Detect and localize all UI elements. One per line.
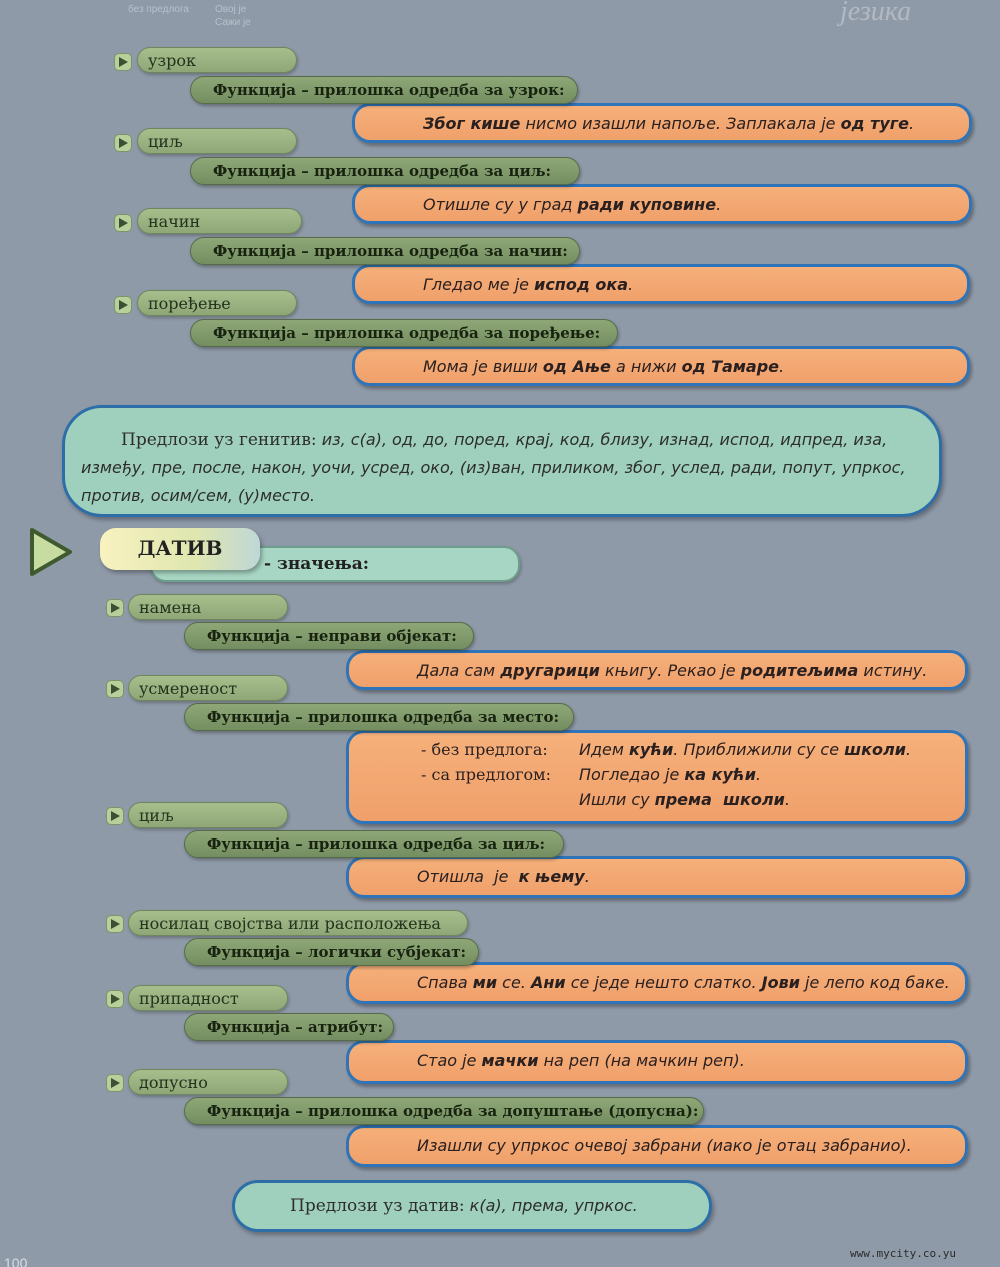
example-text-segment: књигу. Рекао је (599, 661, 741, 680)
example-pill (346, 856, 968, 898)
example-bold-segment: родитељима (740, 661, 859, 680)
bullet-arrow-icon (114, 53, 132, 71)
genitive-prepositions-label: Предлози уз генитив: (121, 430, 317, 450)
example-text (423, 106, 969, 140)
example-pill (346, 1125, 968, 1167)
example-text (417, 859, 965, 893)
example-pill (346, 962, 968, 1004)
usmerenost-line-label: - са предлогом: (421, 765, 551, 784)
usmerenost-text-segment: . (755, 765, 761, 784)
example-pill (346, 730, 968, 824)
example-text (423, 267, 967, 301)
example-text (423, 349, 967, 383)
usmerenost-line-text (579, 737, 911, 762)
example-text-segment: . (779, 357, 785, 376)
example-bold-segment: од туге (840, 114, 910, 133)
function-pill: Функција – прилошка одредба за поређење: (190, 319, 618, 347)
example-bold-segment: од Тамаре (681, 357, 780, 376)
example-pill (352, 264, 970, 304)
example-text (423, 187, 969, 221)
example-text-segment: Гледао ме је (423, 275, 535, 294)
dative-prepositions-box (232, 1180, 712, 1232)
example-bold-segment: ради куповине (577, 195, 717, 214)
example-bold-segment: ми (472, 973, 498, 992)
category-pill: циљ (128, 802, 288, 828)
bullet-arrow-icon (114, 296, 132, 314)
function-pill: Функција – логички субјекат: (184, 938, 479, 966)
footer-url: www.mycity.co.yu (850, 1247, 956, 1260)
usmerenost-line (421, 787, 965, 812)
usmerenost-text-segment: Погледао је (579, 765, 685, 784)
example-text-segment: Мома је виши (423, 357, 543, 376)
usmerenost-line-text (579, 762, 761, 787)
genitive-prepositions-box (62, 405, 942, 517)
example-text-segment: Спава (417, 973, 473, 992)
example-text-segment: . (628, 275, 634, 294)
bullet-arrow-icon (106, 807, 124, 825)
function-pill: Функција – неправи објекат: (184, 622, 474, 650)
usmerenost-text-segment: . Приближили су се (673, 740, 845, 759)
example-pill (352, 103, 972, 143)
dative-title-badge (100, 528, 260, 570)
bullet-arrow-icon (114, 214, 132, 232)
usmerenost-text-segment: . (905, 740, 912, 759)
example-text (417, 1128, 965, 1162)
bullet-arrow-icon (106, 915, 124, 933)
usmerenost-text-segment: Идем (579, 740, 630, 759)
example-text-segment: на реп (на мачкин реп). (538, 1051, 745, 1070)
example-bold-segment: од Ање (542, 357, 611, 376)
genitive-prepositions-line1: из, с(а), од, до, поред, крај, код, близу, изнад, испод, идпред, иза, (316, 430, 888, 449)
example-text-segment: . (584, 867, 590, 886)
bullet-arrow-icon (106, 1074, 124, 1092)
function-pill: Функција – прилошка одредба за циљ: (190, 157, 580, 185)
category-pill: допусно (128, 1069, 288, 1095)
usmerenost-bold-segment: школи (844, 740, 906, 759)
function-pill: Функција – прилошка одредба за начин: (190, 237, 580, 265)
category-pill: намена (128, 594, 288, 620)
section-arrow-icon (28, 526, 74, 578)
category-pill: начин (137, 208, 302, 234)
example-text-segment: истину. (858, 661, 928, 680)
usmerenost-line (421, 762, 965, 787)
example-text-segment: Стао је (417, 1051, 482, 1070)
example-text-segment: а нижи (610, 357, 682, 376)
example-text-segment: . (909, 114, 915, 133)
usmerenost-text-segment: . (784, 790, 790, 809)
example-text-segment: Отишла је (417, 867, 519, 886)
example-bold-segment: мачки (481, 1051, 539, 1070)
function-pill: Функција – прилошка одредба за циљ: (184, 830, 564, 858)
example-pill (346, 650, 968, 690)
example-bold-segment: к њему (518, 867, 585, 886)
usmerenost-bold-segment: према школи (654, 790, 785, 809)
example-text-segment: нисмо изашли напоље. Заплакала је (520, 114, 841, 133)
category-pill: усмереност (128, 675, 288, 701)
example-pill (352, 346, 970, 386)
usmerenost-bold-segment: ка кући (684, 765, 756, 784)
bullet-arrow-icon (106, 680, 124, 698)
function-pill: Функција – атрибут: (184, 1013, 394, 1041)
dative-prepositions-label: Предлози уз датив: (290, 1196, 465, 1216)
example-text (417, 965, 965, 999)
category-pill: поређење (137, 290, 297, 316)
example-text-segment: се. (497, 973, 531, 992)
example-text-segment: се једе нешто слатко. (565, 973, 762, 992)
category-pill: припадност (128, 985, 288, 1011)
usmerenost-line-text (579, 787, 790, 812)
header-small-text-1: без предлога (128, 4, 189, 15)
function-pill: Функција – прилошка одредба за узрок: (190, 76, 578, 104)
usmerenost-line (421, 737, 965, 762)
usmerenost-line-label: - без предлога: (421, 740, 548, 759)
category-pill: циљ (137, 128, 297, 154)
header-logo-text: језика (840, 0, 912, 27)
usmerenost-bold-segment: кући (629, 740, 674, 759)
dative-subtitle: - значења: (264, 554, 370, 574)
dative-title: ДАТИВ (137, 536, 223, 560)
example-text (417, 1043, 965, 1077)
example-text-segment: је лепо код баке. (799, 973, 950, 992)
example-bold-segment: Јови (761, 973, 800, 992)
bullet-arrow-icon (106, 599, 124, 617)
example-text-segment: Отишле су у град (423, 195, 578, 214)
genitive-prepositions-line3: против, осим/сем, (у)место. (81, 486, 315, 505)
usmerenost-text-segment: Ишли су (579, 790, 655, 809)
header-small-text-2: Овој је (215, 4, 247, 15)
example-text-segment: Изашли су упркос очевој забрани (иако је отац забранио). (417, 1136, 912, 1155)
example-bold-segment: испод ока (534, 275, 628, 294)
example-text (417, 653, 965, 687)
header-small-text-3: Сажи је (215, 17, 251, 28)
example-pill (346, 1040, 968, 1084)
function-pill: Функција – прилошка одредба за место: (184, 703, 574, 731)
page-number: 100 (4, 1255, 28, 1267)
example-pill (352, 184, 972, 224)
category-pill: носилац својства или расположења (128, 910, 468, 936)
example-text-segment: . (716, 195, 722, 214)
example-text-segment: Дала сам (417, 661, 501, 680)
bullet-arrow-icon (114, 134, 132, 152)
example-bold-segment: Ани (530, 973, 566, 992)
genitive-prepositions-line2: између, пре, после, након, уочи, усред, око, (из)ван, приликом, због, услед, ради, попут, упркос, (81, 458, 906, 477)
bullet-arrow-icon (106, 990, 124, 1008)
example-bold-segment: другарици (500, 661, 600, 680)
category-pill: узрок (137, 47, 297, 73)
example-bold-segment: Због кише (423, 114, 521, 133)
dative-prepositions-list: к(а), према, упркос. (464, 1196, 638, 1215)
function-pill: Функција – прилошка одредба за допуштање (допусна): (184, 1097, 704, 1125)
